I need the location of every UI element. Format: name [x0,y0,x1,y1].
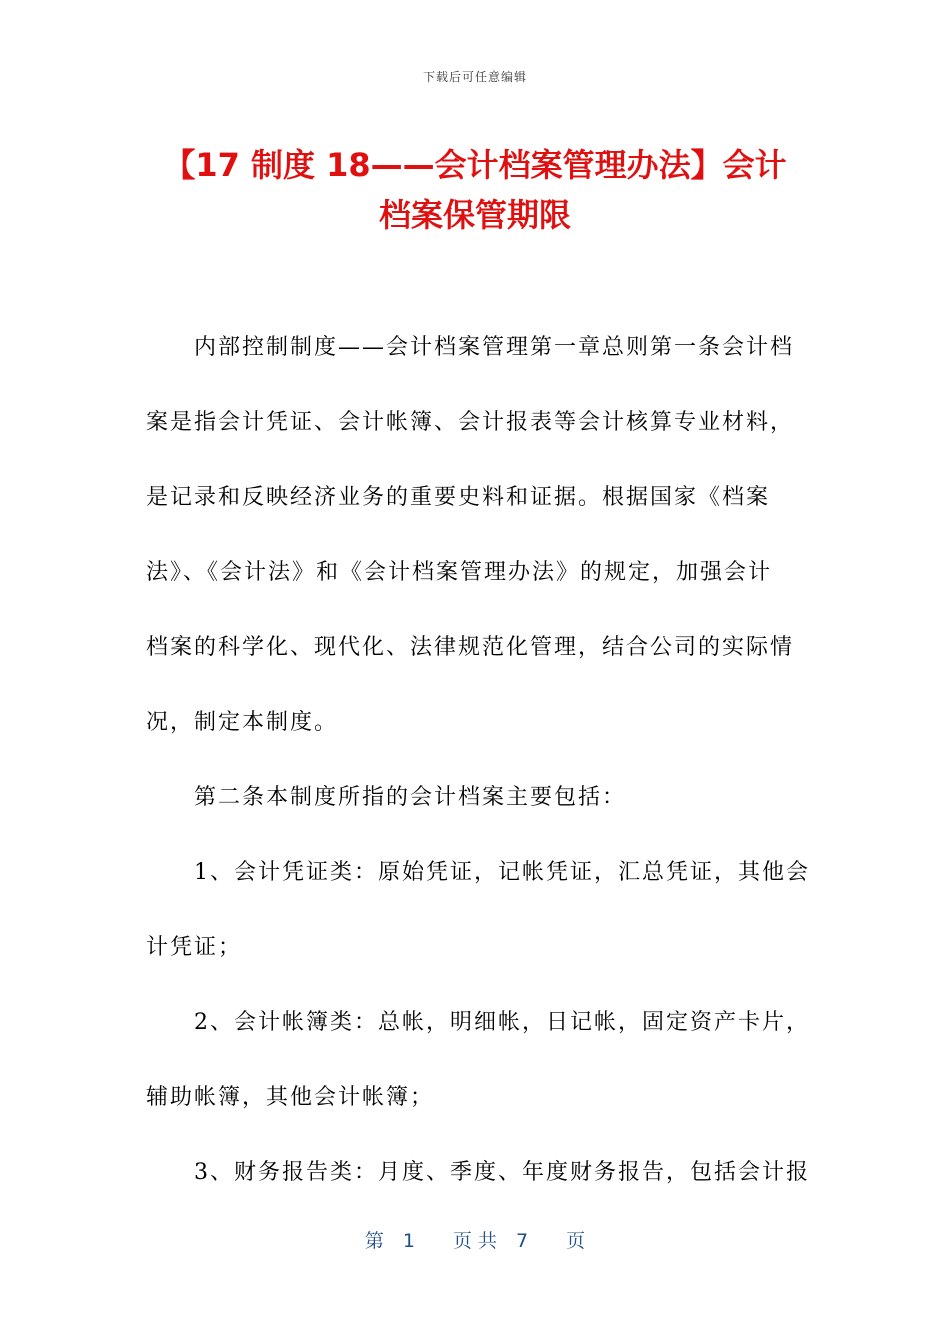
body-line: 辅助帐簿，其他会计帐簿； [146,1085,435,1110]
header-note: 下载后可任意编辑 [422,70,527,84]
body-line: 3、财务报告类：月度、季度、年度财务报告，包括会计报 [146,1160,810,1185]
body-line: 2、会计帐簿类：总帐，明细帐，日记帐，固定资产卡片， [146,1010,810,1035]
body-line: 况，制定本制度。 [146,710,339,735]
body-line: 法》、《会计法》和《会计档案管理办法》的规定，加强会计 [146,560,773,585]
title-line-1: 【17 制度 18——会计档案管理办法】会计 [163,146,787,184]
document-title [130,140,820,240]
body-line: 第二条本制度所指的会计档案主要包括： [146,785,627,810]
body-line: 档案的科学化、现代化、法律规范化管理，结合公司的实际情 [146,635,795,660]
body-line: 是记录和反映经济业务的重要史料和证据。根据国家《档案 [146,485,771,510]
body-line: 计凭证； [146,935,243,960]
body-line: 内部控制制度——会计档案管理第一章总则第一条会计档 [146,335,795,360]
page-number: 第 1 页 共 7 页 [364,1230,586,1252]
title-line-2: 档案保管期限 [378,196,571,234]
body-line: 1、会计凭证类：原始凭证，记帐凭证，汇总凭证，其他会 [146,860,810,885]
body-line: 案是指会计凭证、会计帐簿、会计报表等会计核算专业材料， [146,410,795,435]
